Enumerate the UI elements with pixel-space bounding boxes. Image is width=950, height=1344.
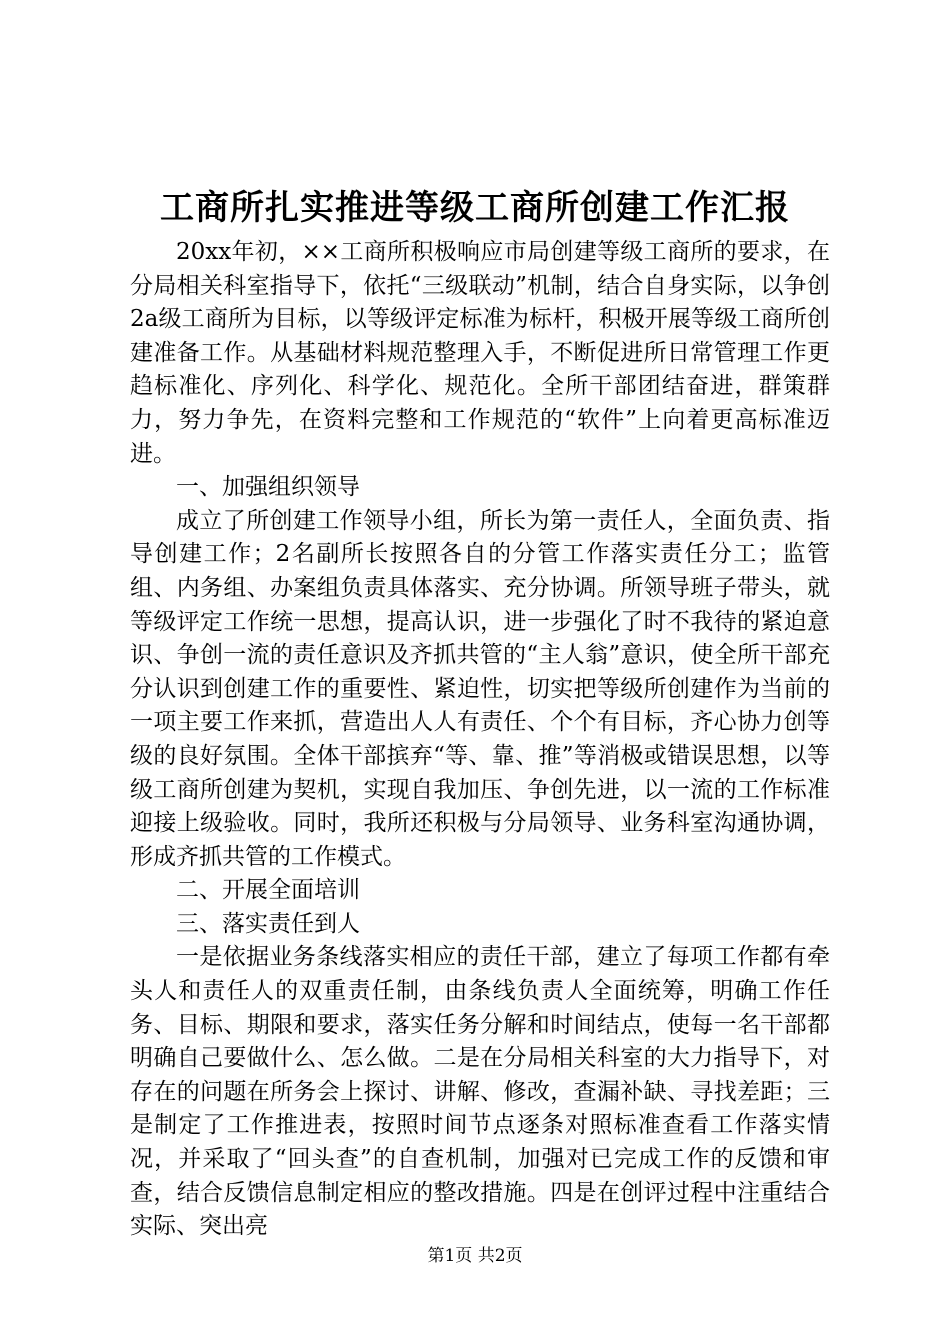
paragraph-intro: 20xx年初，××工商所积极响应市局创建等级工商所的要求，在分局相关科室指导下，依托“三级联动”机制，结合自身实际，以争创2a级工商所为目标，以等级评定标准为标杆，积极开展等级工商所创建准备工作。从基础材料规范整理入手，不断促进所日常管理工作更趋标准化、序列化、科学化、规范化。全所干部团结奋进，群策群力，努力争先，在资料完整和工作规范的“软件”上向着更高标准迈进。 [130,239,830,467]
section-heading-3: 三、落实责任到人 [176,910,360,937]
paragraph-section-1: 成立了所创建工作领导小组，所长为第一责任人，全面负责、指导创建工作；2名副所长按照各自的分管工作落实责任分工；监管组、内务组、办案组负责具体落实、充分协调。所领导班子带头，就等级评定工作统一思想，提高认识，进一步强化了时不我待的紧迫意识、争创一流的责任意识及齐抓共管的“主人翁”意识，使全所干部充分认识到创建工作的重要性、紧迫性，切实把等级所创建作为当前的一项主要工作来抓，营造出人人有责任、个个有目标，齐心协力创等级的良好氛围。全体干部摈弃“等、靠、推”等消极或错误思想，以等级工商所创建为契机，实现自我加压、争创先进，以一流的工作标准迎接上级验收。同时，我所还积极与分局领导、业务科室沟通协调，形成齐抓共管的工作模式。 [130,507,830,870]
page-footer: 第1页 共2页 [427,1246,523,1266]
section-heading-2: 二、开展全面培训 [176,877,360,904]
document-title: 工商所扎实推进等级工商所创建工作汇报 [160,188,790,228]
section-heading-1: 一、加强组织领导 [176,474,360,501]
document-body [130,236,830,1244]
paragraph-section-3: 一是依据业务条线落实相应的责任干部，建立了每项工作都有牵头人和责任人的双重责任制，由条线负责人全面统筹，明确工作任务、目标、期限和要求，落实任务分解和时间结点，使每一名干部都明确自己要做什么、怎么做。二是在分局相关科室的大力指导下，对存在的问题在所务会上探讨、讲解、修改，查漏补缺、寻找差距；三是制定了工作推进表，按照时间节点逐条对照标准查看工作落实情况，并采取了“回头查”的自查机制，加强对已完成工作的反馈和审查，结合反馈信息制定相应的整改措施。四是在创评过程中注重结合实际、突出亮 [130,944,830,1240]
